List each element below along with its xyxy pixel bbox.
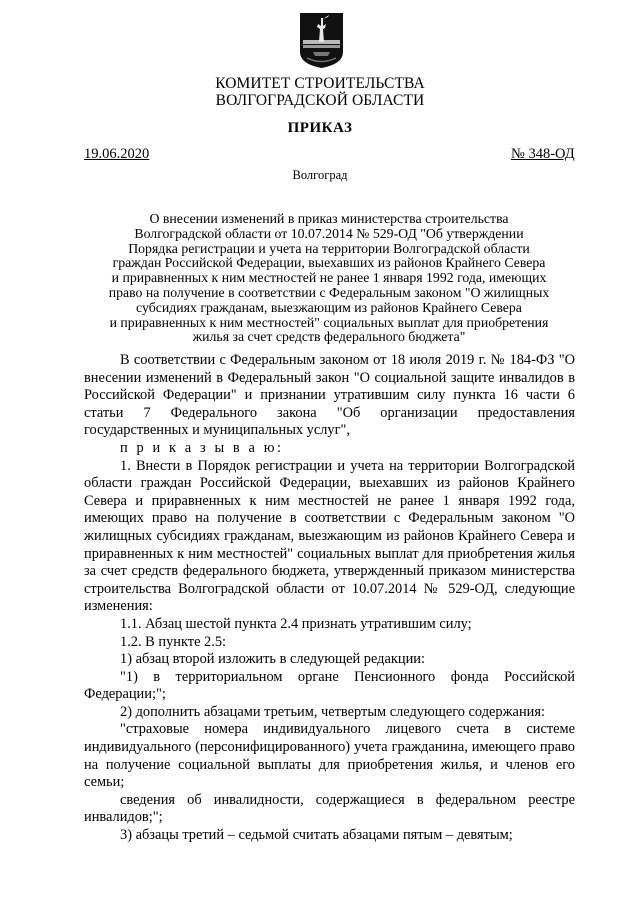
body-paragraph-sub-3: 3) абзацы третий – седьмой считать абзацами пятым – девятым; <box>120 827 513 844</box>
subject-line: Волгоградской области от 10.07.2014 № 529-ОД "Об утверждении <box>134 225 524 241</box>
body-paragraph-preamble: В соответствии с Федеральным законом от 18 июля 2019 г. № 184-ФЗ "О внесении изменений в Федеральный закон "О социальной защите инвалидов в Российской Федерации" и признании утратившим силу пункта 16 части 6 статьи 7 Федерального закона "Об организации предоставления государственных и муниципальных услуг", <box>84 352 575 439</box>
body-paragraph-item-1-1: 1.1. Абзац шестой пункта 2.4 признать утратившим силу; <box>120 615 472 632</box>
body-paragraph-order-word: п р и к а з ы в а ю: <box>120 439 284 456</box>
order-subject <box>84 212 574 345</box>
subject-line: право на получение в соответствии с Федеральным законом "О жилищных <box>108 284 550 300</box>
subject-line: субсидиях гражданам, выезжающим из районов Крайнего Севера <box>136 299 522 315</box>
org-name-line2: ВОЛГОГРАДСКОЙ ОБЛАСТИ <box>215 92 425 109</box>
body-paragraph-quote-3: сведения об инвалидности, содержащиеся в федеральном реестре инвалидов;"; <box>84 791 575 826</box>
body-paragraph-sub-2: 2) дополнить абзацами третьим, четвертым следующего содержания: <box>120 703 545 720</box>
subject-line: и приравненных к ним местностей" социальных выплат для приобретения <box>109 314 549 330</box>
document-type-title: ПРИКАЗ <box>287 120 353 136</box>
volgograd-coat-of-arms-icon <box>299 12 344 69</box>
subject-line: и приравненных к ним местностей не ранее 1 января 1992 года, имеющих <box>111 270 547 286</box>
order-body <box>84 352 575 845</box>
subject-line: жилья за счет средств федерального бюджета" <box>192 329 466 345</box>
city-name: Волгоград <box>292 168 348 182</box>
order-date: 19.06.2020 <box>84 146 150 162</box>
body-paragraph-quote-1: "1) в территориальном органе Пенсионного фонда Российской Федерации;"; <box>84 668 575 703</box>
order-number: № 348-ОД <box>511 146 575 162</box>
body-paragraph-item-1: 1. Внести в Порядок регистрации и учета на территории Волгоградской области граждан Российской Федерации, выехавших из районов Крайнего Севера и приравненных к ним местностей не ранее 1 января 1992 года, имеющих право на получение в соответствии с Федеральным законом "О жилищных субсидиях гражданам, выезжающим из районов Крайнего Севера и приравненных к ним местностей" социальных выплат для приобретения жилья за счет средств федерального бюджета, утвержденный приказом министерства строительства Волгоградской области от 10.07.2014 № 529-ОД, следующие изменения: <box>84 457 575 615</box>
body-paragraph-quote-2: "страховые номера индивидуального лицевого счета в системе индивидуального (персонифицированного) учета гражданина, имеющего право на получение социальной выплаты для приобретения жилья, и членов его семьи; <box>84 721 575 791</box>
body-paragraph-item-1-2: 1.2. В пункте 2.5: <box>120 633 227 650</box>
subject-line: О внесении изменений в приказ министерства строительства <box>149 211 509 226</box>
subject-line: граждан Российской Федерации, выехавших из районов Крайнего Севера <box>112 255 546 271</box>
body-paragraph-sub-1: 1) абзац второй изложить в следующей редакции: <box>120 651 425 668</box>
org-name-line1: КОМИТЕТ СТРОИТЕЛЬСТВА <box>215 75 425 92</box>
subject-line: Порядка регистрации и учета на территории Волгоградской области <box>128 240 530 256</box>
